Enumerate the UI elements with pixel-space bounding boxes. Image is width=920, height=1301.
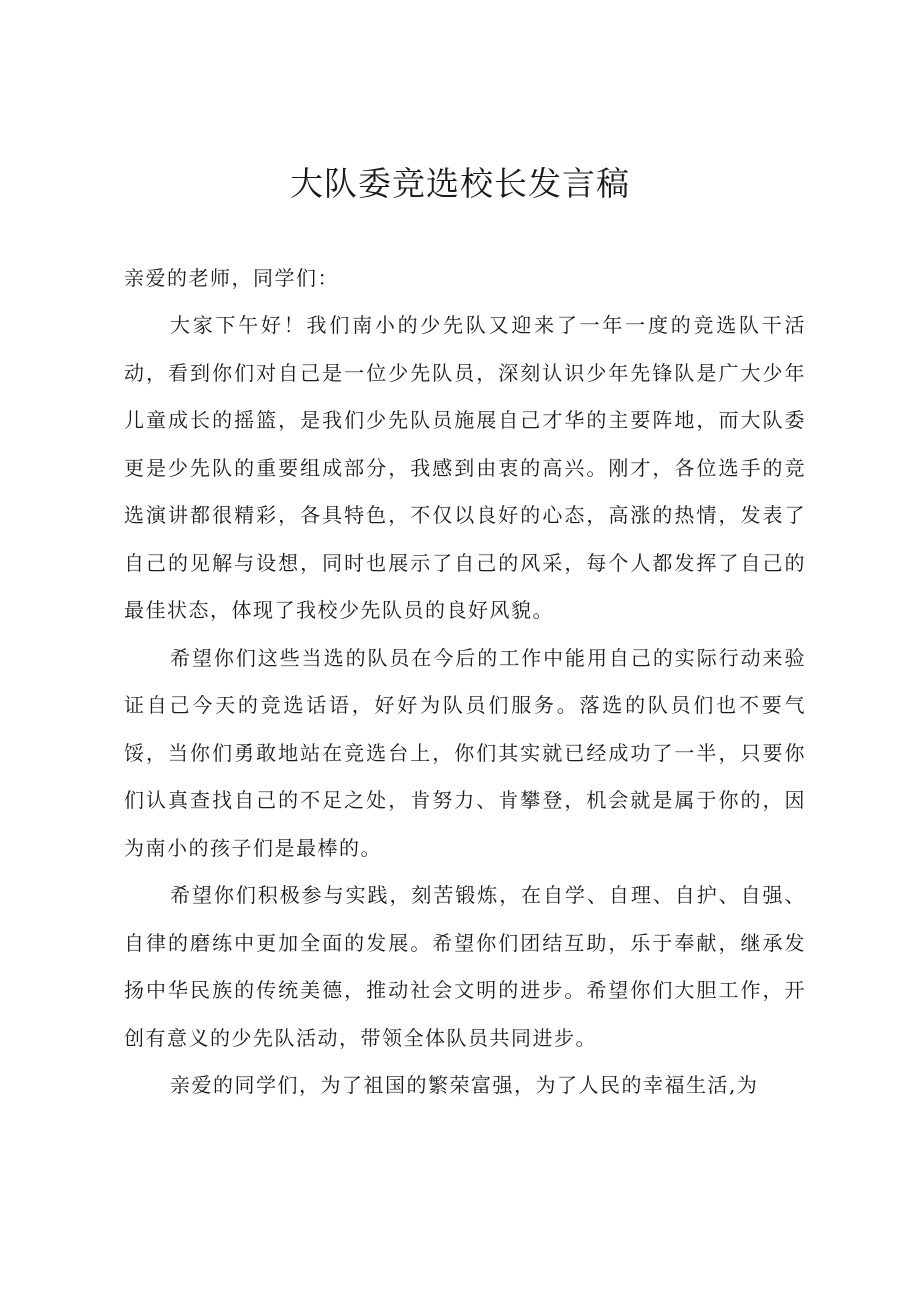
paragraph-2: 希望你们这些当选的队员在今后的工作中能用自己的实际行动来验证自己今天的竞选话语，好好为队员们服务。落选的队员们也不要气馁，当你们勇敢地站在竞选台上，你们其实就已经成功了一半，只要你们认真查找自己的不足之处，肯努力、肯攀登，机会就是属于你的，因为南小的孩子们是最棒的。 [124,645,806,860]
salutation: 亲爱的老师，同学们： [124,266,339,290]
document-body [124,255,806,1110]
paragraph-1: 大家下午好！我们南小的少先队又迎来了一年一度的竞选队干活动，看到你们对自己是一位少先队员，深刻认识少年先锋队是广大少年儿童成长的摇篮，是我们少先队员施展自己才华的主要阵地，而大队委更是少先队的重要组成部分，我感到由衷的高兴。刚才，各位选手的竞选演讲都很精彩，各具特色，不仅以良好的心态，高涨的热情，发表了自己的见解与设想，同时也展示了自己的风采，每个人都发挥了自己的最佳状态，体现了我校少先队员的良好风貌。 [124,313,806,622]
document-title: 大队委竞选校长发言稿 [290,164,630,203]
paragraph-4: 亲爱的同学们，为了祖国的繁荣富强，为了人民的幸福生活,为 [170,1073,759,1097]
paragraph-3: 希望你们积极参与实践，刻苦锻炼，在自学、自理、自护、自强、自律的磨练中更加全面的发展。希望你们团结互助，乐于奉献，继承发扬中华民族的传统美德，推动社会文明的进步。希望你们大胆工作，开创有意义的少先队活动，带领全体队员共同进步。 [124,883,806,1050]
